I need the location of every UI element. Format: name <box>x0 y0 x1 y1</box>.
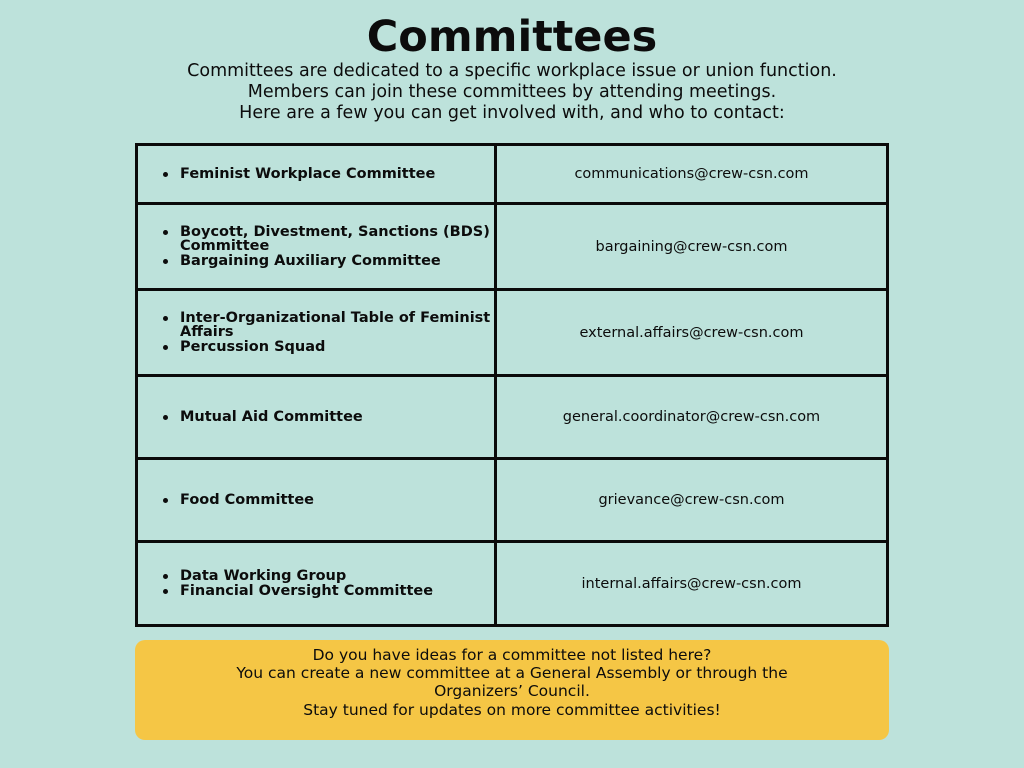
committee-item: Boycott, Divestment, Sanctions (BDS) Committee <box>180 225 494 254</box>
committee-item: Financial Oversight Committee <box>180 584 494 599</box>
table-row <box>137 459 888 542</box>
table-row <box>137 376 888 459</box>
committee-item: Inter-Organizational Table of Feminist Affairs <box>180 311 494 340</box>
committee-names-cell <box>137 204 496 290</box>
committee-item: Percussion Squad <box>180 340 494 355</box>
callout-line-3: Stay tuned for updates on more committee activities! <box>303 700 721 719</box>
committee-list <box>138 225 494 269</box>
intro-line-1: Committees are dedicated to a specific workplace issue or union function. <box>187 61 837 81</box>
committee-item: Food Committee <box>180 493 494 508</box>
page-title: Committees <box>366 12 658 62</box>
committee-names-cell <box>137 542 496 626</box>
committee-table <box>135 143 889 627</box>
committee-names-cell <box>137 376 496 459</box>
contact-email[interactable]: general.coordinator@crew-csn.com <box>496 376 888 459</box>
contact-email[interactable]: grievance@crew-csn.com <box>496 459 888 542</box>
table-row <box>137 145 888 204</box>
intro-text <box>0 61 1024 124</box>
committee-item: Mutual Aid Committee <box>180 410 494 425</box>
intro-line-2: Members can join these committees by attending meetings. <box>247 82 777 102</box>
table-row <box>137 542 888 626</box>
committee-item: Data Working Group <box>180 569 494 584</box>
callout-line-1: Do you have ideas for a committee not listed here? <box>312 646 712 664</box>
committee-list <box>138 493 494 508</box>
contact-email[interactable]: bargaining@crew-csn.com <box>496 204 888 290</box>
committee-list <box>138 311 494 355</box>
committee-names-cell <box>137 290 496 376</box>
committee-list <box>138 410 494 425</box>
intro-line-3: Here are a few you can get involved with, and who to contact: <box>239 103 785 123</box>
callout-line-2: You can create a new committee at a General Assembly or through the Organizers’ Council. <box>236 664 788 701</box>
committee-item: Bargaining Auxiliary Committee <box>180 254 494 269</box>
committee-names-cell <box>137 459 496 542</box>
contact-email[interactable]: communications@crew-csn.com <box>496 145 888 204</box>
contact-email[interactable]: external.affairs@crew-csn.com <box>496 290 888 376</box>
table-row <box>137 290 888 376</box>
table-row <box>137 204 888 290</box>
contact-email[interactable]: internal.affairs@crew-csn.com <box>496 542 888 626</box>
committee-names-cell <box>137 145 496 204</box>
committee-list <box>138 167 494 182</box>
new-committee-callout <box>135 640 889 740</box>
committee-item: Feminist Workplace Committee <box>180 167 494 182</box>
committee-list <box>138 569 494 598</box>
